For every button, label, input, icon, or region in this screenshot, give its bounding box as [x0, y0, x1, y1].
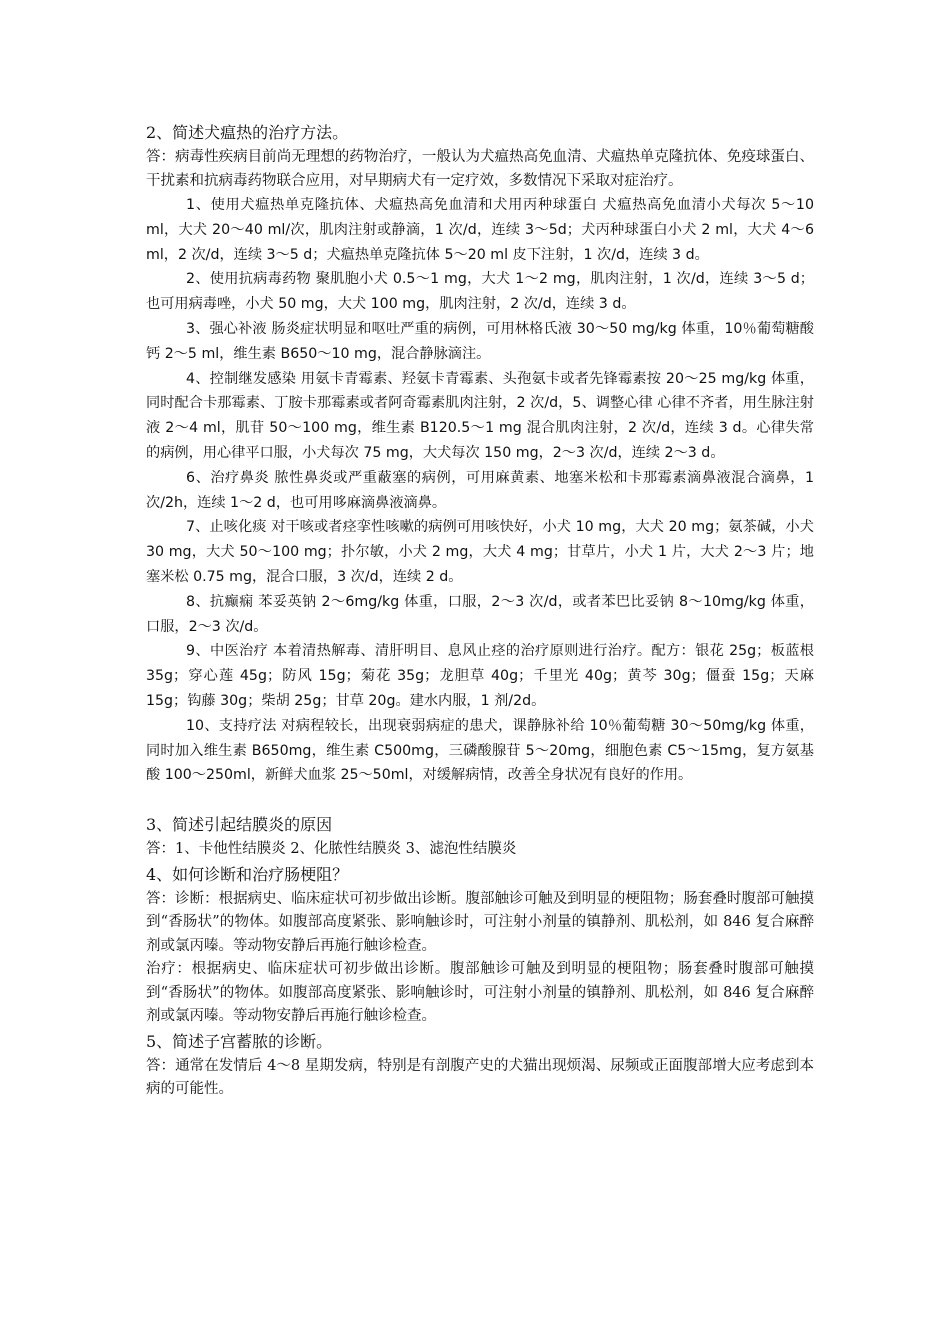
- section-4-diagnosis: 答：诊断：根据病史、临床症状可初步做出诊断。腹部触诊可触及到明显的梗阻物；肠套叠时腹部可触摸到“香肠状”的物体。如腹部高度紧张、影响触诊时，可注射小剂量的镇静剂、肌松剂，如 846 复合麻醉剂或氯丙嗪。等动物安静后再施行触诊检查。: [146, 890, 814, 954]
- section-4-heading: 4、如何诊断和治疗肠梗阻？: [146, 864, 349, 884]
- section-3-answer: 答：1、卡他性结膜炎 2、化脓性结膜炎 3、滤泡性结膜炎: [146, 841, 517, 858]
- section-5-heading: 5、简述子宫蓄脓的诊断。: [146, 1031, 333, 1051]
- treatment-item: 2、使用抗病毒药物 聚肌胞小犬 0.5～1 mg，大犬 1～2 mg，肌肉注射，1 次/d，连续 3～5 d；也可用病毒唑，小犬 50 mg，大犬 100 mg，肌肉注射，2 次/d，连续 3 d。: [146, 271, 814, 313]
- document-page: [146, 120, 814, 1102]
- section-2-heading: 2、简述犬瘟热的治疗方法。: [146, 123, 349, 142]
- treatment-item: 1、使用犬瘟热单克隆抗体、犬瘟热高免血清和犬用丙种球蛋白 犬瘟热高免血清小犬每次 5～10 ml，大犬 20～40 ml/次，肌肉注射或静滴，1 次/d，连续 3～5d；犬丙种球蛋白小犬 2 ml，大犬 4～6 ml，2 次/d，连续 3～5 d；犬瘟热单克隆抗体 5～20 ml 皮下注射，1 次/d，连续 3 d。: [146, 197, 814, 263]
- treatment-item: 6、治疗鼻炎 脓性鼻炎或严重蔽塞的病例，可用麻黄素、地塞米松和卡那霉素滴鼻液混合滴鼻，1 次/2h，连续 1～2 d，也可用哆麻滴鼻液滴鼻。: [146, 469, 814, 511]
- treatment-item: 10、支持疗法 对病程较长，出现衰弱病症的患犬，课静脉补给 10％葡萄糖 30～50mg/kg 体重，同时加入维生素 B650mg，维生素 C500mg，三磷酸腺苷 5～20mg，细胞色素 C5～15mg，复方氨基酸 100～250ml，新鲜犬血浆 25～50ml，对缓解病情，改善全身状况有良好的作用。: [146, 717, 814, 784]
- treatment-item: 4、控制继发感染 用氨卡青霉素、羟氨卡青霉素、头孢氨卡或者先锋霉素按 20～25 mg/kg 体重，同时配合卡那霉素、丁胺卡那霉素或者阿奇霉素肌肉注射，2 次/d，5、调整心律 心律不齐者，用生脉注射液 2～4 ml，肌苷 50～100 mg，维生素 B120.5～1 mg 混合肌肉注射，2 次/d，连续 3 d。心律失常的病例，用心律平口服，小犬每次 75 mg，大犬每次 150 mg，2～3 次/d，连续 2～3 d。: [146, 370, 814, 461]
- treatment-item: 3、强心补液 肠炎症状明显和呕吐严重的病例，可用林格氏液 30～50 mg/kg 体重，10％葡萄糖酸钙 2～5 ml，维生素 B650～10 mg，混合静脉滴注。: [146, 320, 814, 362]
- section-5-answer: 答：通常在发情后 4～8 星期发病，特别是有剖腹产史的犬猫出现烦渴、尿频或正面腹部增大应考虑到本病的可能性。: [146, 1057, 814, 1098]
- section-3-heading: 3、简述引起结膜炎的原因: [146, 815, 333, 835]
- treatment-list: [146, 193, 814, 788]
- section-4-treatment: 治疗：根据病史、临床症状可初步做出诊断。腹部触诊可触及到明显的梗阻物；肠套叠时腹部可触摸到“香肠状”的物体。如腹部高度紧张、影响触诊时，可注射小剂量的镇静剂、肌松剂，如 846 复合麻醉剂或氯丙嗪。等动物安静后再施行触诊检查。: [146, 961, 814, 1025]
- treatment-item: 7、止咳化痰 对干咳或者痉挛性咳嗽的病例可用咳快好，小犬 10 mg，大犬 20 mg；氨茶碱，小犬 30 mg，大犬 50～100 mg；扑尔敏，小犬 2 mg，大犬 4 mg；甘草片，小犬 1 片，大犬 2～3 片；地塞米松 0.75 mg，混合口服，3 次/d，连续 2 d。: [146, 519, 814, 585]
- treatment-item: 8、抗癫痫 苯妥英钠 2～6mg/kg 体重，口服，2～3 次/d，或者苯巴比妥钠 8～10mg/kg 体重，口服，2～3 次/d。: [146, 593, 814, 635]
- section-2-answer: 答：病毒性疾病目前尚无理想的药物治疗，一般认为犬瘟热高免血清、犬瘟热单克隆抗体、免疫球蛋白、干扰素和抗病毒药物联合应用，对早期病犬有一定疗效，多数情况下采取对症治疗。: [146, 149, 814, 189]
- treatment-item: 9、中医治疗 本着清热解毒、清肝明目、息风止痉的治疗原则进行治疗。配方：银花 25g；板蓝根 35g；穿心莲 45g；防风 15g；菊花 35g；龙胆草 40g；千里光 40g；黄芩 30g；僵蚕 15g；天麻 15g；钩藤 30g；柴胡 25g；甘草 20g。建水内服，1 剂/2d。: [146, 643, 814, 709]
